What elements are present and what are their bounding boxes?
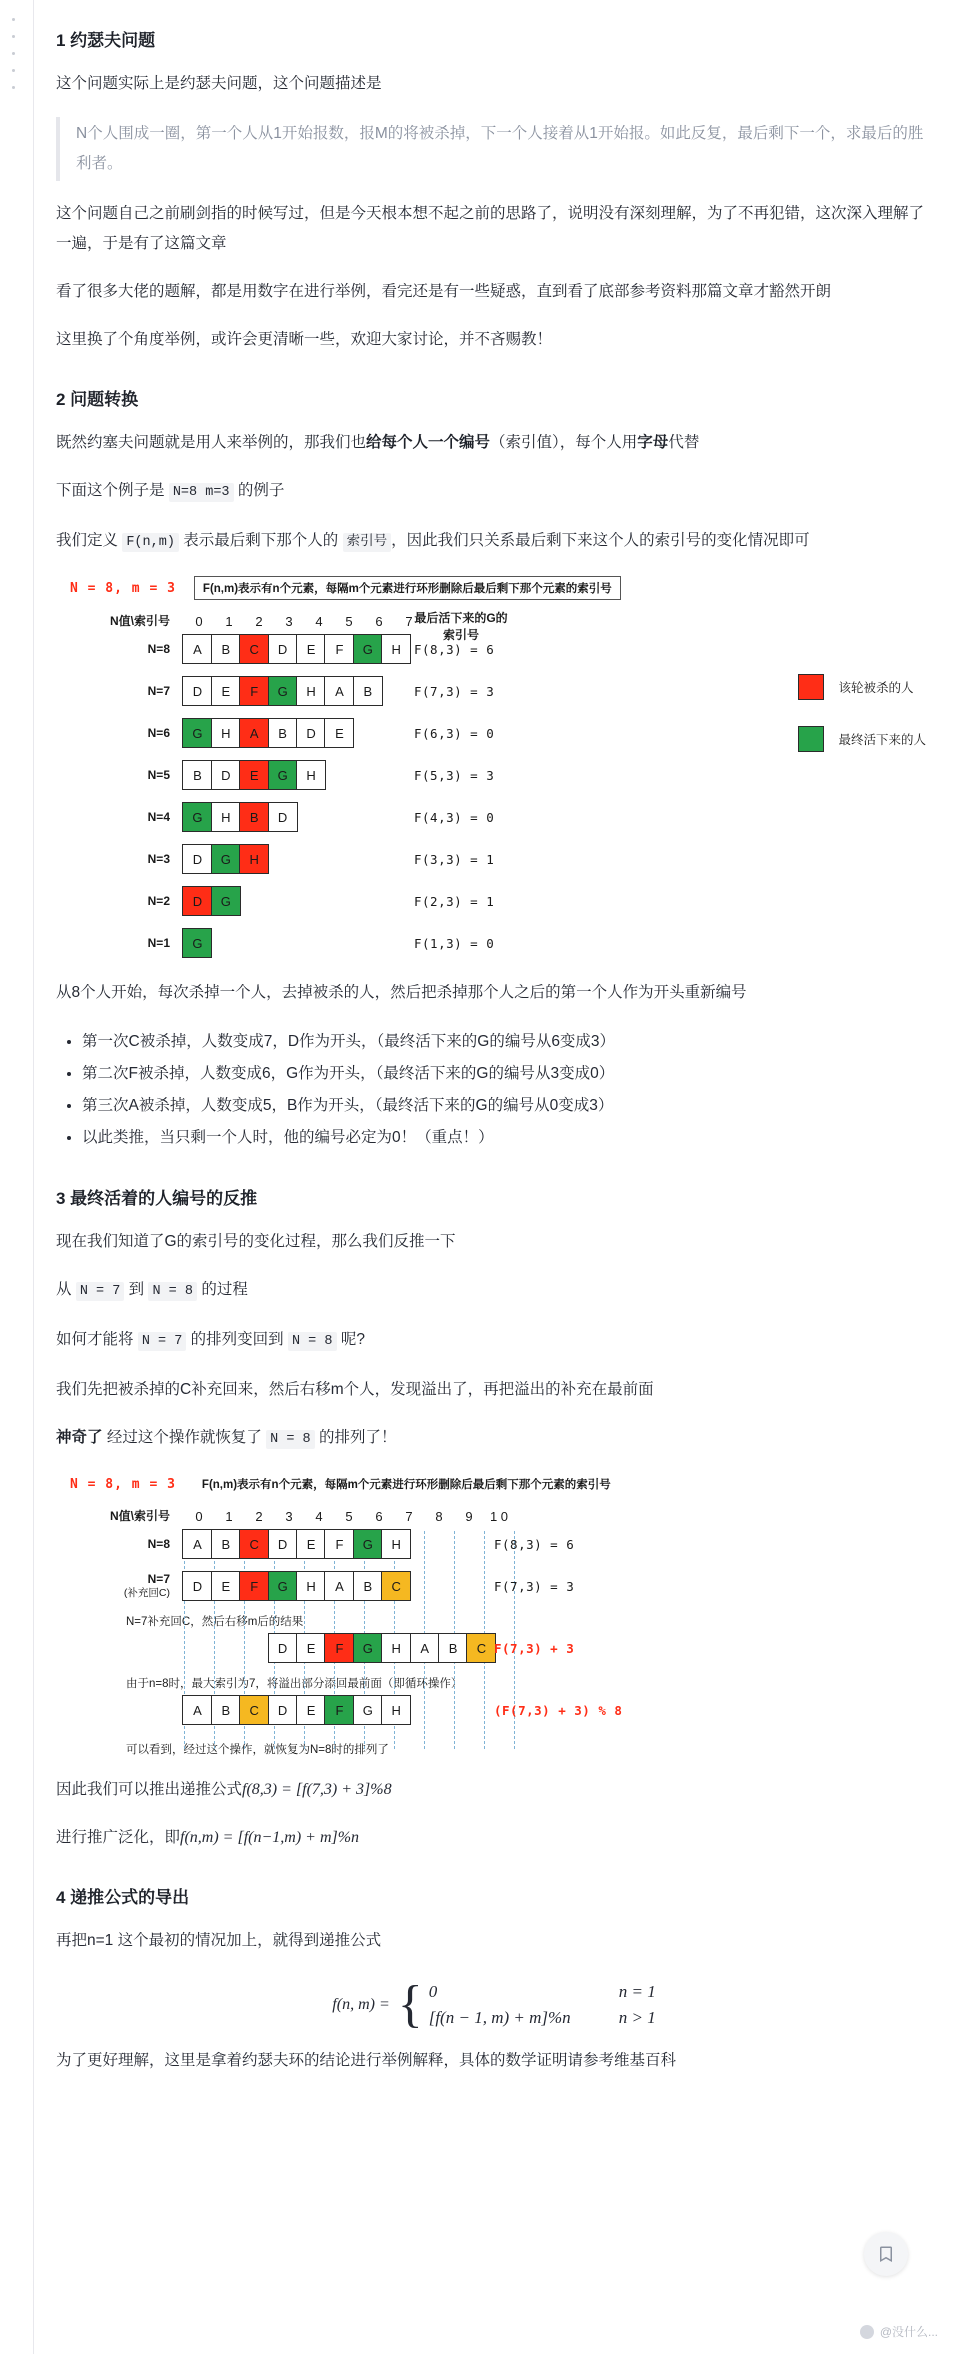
row-label: N=8: [147, 642, 170, 656]
letter-cell: H: [211, 802, 241, 832]
row-result: F(3,3) = 1: [414, 851, 495, 867]
figure2-index-row: [56, 1505, 932, 1527]
letter-cell: H: [381, 1529, 411, 1559]
figure2-axis-label: N值\索引号: [109, 1509, 170, 1523]
figure2-nm-label: N = 8, m = 3: [70, 1476, 176, 1492]
paragraph-5: [56, 428, 932, 458]
index-label: 1: [225, 613, 233, 629]
row-sublabel: (补充回C): [123, 1587, 170, 1599]
p7-part-c: ，因此我们只关系最后剩下来这个人的索引号的变化情况即可: [391, 532, 810, 549]
letter-cell: A: [324, 676, 354, 706]
legend-swatch-green: [798, 726, 824, 752]
p6-part-b: 的例子: [237, 482, 285, 499]
letter-cell: D: [182, 886, 212, 916]
index-label: 5: [345, 613, 353, 629]
letter-cell: E: [324, 718, 354, 748]
letter-cell: B: [182, 760, 212, 790]
letter-cell: E: [296, 1529, 326, 1559]
row-cells: [184, 1529, 411, 1559]
list-item: • 第一次C被杀掉，人数变成7，D作为开头，（最终活下来的G的编号从6变成3）: [82, 1026, 932, 1058]
section-heading-3: 3 最终活着的人编号的反推: [56, 1189, 258, 1208]
letter-cell: A: [182, 1529, 212, 1559]
letter-cell: E: [296, 1695, 326, 1725]
p13-part-b: 经过这个操作就恢复了: [106, 1429, 262, 1446]
p10-part-a: 从: [56, 1281, 72, 1298]
recurrence-formula: [56, 1976, 932, 2033]
letter-cell: C: [466, 1633, 496, 1663]
legend-item-survivor: [798, 726, 926, 752]
row-result: F(7,3) = 3: [494, 1578, 575, 1594]
p10-part-c: 的过程: [201, 1281, 248, 1298]
row-result: F(7,3) = 3: [414, 683, 495, 699]
letter-cell: G: [182, 928, 212, 958]
paragraph-11: [56, 1325, 932, 1357]
row-cells: [184, 634, 411, 664]
letter-cell: F: [239, 676, 269, 706]
problem-quote: N个人围成一圈，第一个人从1开始报数，报M的将被杀掉，下一个人接着从1开始报。如此反复，最后剩下一个，求最后的胜利者。: [56, 117, 932, 181]
letter-cell: D: [268, 1529, 298, 1559]
row-result: (F(7,3) + 3) % 8: [494, 1702, 623, 1718]
letter-cell: C: [239, 1529, 269, 1559]
row-cells: [184, 802, 298, 832]
figure1-rhs-header: 最后活下来的G的 索引号: [414, 611, 508, 642]
row-cells: [184, 1633, 496, 1663]
section-heading-1: 1 约瑟夫问题: [56, 31, 156, 50]
spacer-cell: [182, 1633, 212, 1663]
formula-case1-right: n = 1: [618, 1982, 656, 2001]
letter-cell: A: [410, 1633, 440, 1663]
legend-label-killed: 该轮被杀的人: [838, 681, 914, 695]
list-item: • 第三次A被杀掉，人数变成5，B作为开头，（最终活下来的G的编号从0变成3）: [82, 1090, 932, 1122]
p5-part-e: 代替: [668, 434, 700, 451]
bookmark-fab-button[interactable]: [864, 2232, 908, 2276]
left-rail: [0, 0, 34, 2354]
table-row: [56, 632, 932, 666]
index-label: 7: [405, 1508, 413, 1524]
p13-part-c: 的排列了！: [318, 1429, 397, 1446]
p5-part-c: （索引值），每个人用: [490, 434, 638, 451]
figure2-headline: [70, 1473, 932, 1495]
index-label: 1 0: [489, 1508, 509, 1524]
letter-cell: D: [182, 676, 212, 706]
letter-cell: C: [381, 1571, 411, 1601]
row-result: F(6,3) = 0: [414, 725, 495, 741]
row-cells: [184, 928, 212, 958]
figure2-rows: [56, 1527, 932, 1727]
letter-cell: G: [353, 1695, 383, 1725]
letter-cell: D: [268, 634, 298, 664]
letter-cell: D: [211, 760, 241, 790]
letter-cell: H: [239, 844, 269, 874]
p11-part-a: 如何才能将: [56, 1331, 134, 1348]
paragraph-4: 这里换了个角度举例，或许会更清晰一些，欢迎大家讨论，并不吝赐教！: [56, 331, 553, 348]
letter-cell: B: [268, 718, 298, 748]
letter-cell: E: [239, 760, 269, 790]
legend-swatch-red: [798, 674, 824, 700]
row-result: F(2,3) = 1: [414, 893, 495, 909]
letter-cell: G: [353, 634, 383, 664]
letter-cell: B: [211, 634, 241, 664]
paragraph-3: 看了很多大佬的题解，都是用数字在进行举例，看完还是有一些疑惑，直到看了底部参考资料那篇文章才豁然开朗: [56, 283, 832, 300]
row-label: N=6: [147, 726, 170, 740]
p15-part-a: 进行推广泛化，即: [56, 1829, 181, 1846]
index-label: 0: [195, 1508, 203, 1524]
letter-cell: A: [239, 718, 269, 748]
paragraph-7: [56, 526, 932, 558]
table-row: [56, 926, 932, 960]
table-row: [56, 800, 932, 834]
table-row: [56, 1527, 932, 1561]
p7-part-a: 我们定义: [56, 532, 119, 549]
p6-part-a: 下面这个例子是: [56, 482, 165, 499]
letter-cell: A: [324, 1571, 354, 1601]
bullet-list: [56, 1026, 932, 1154]
letter-cell: C: [239, 634, 269, 664]
formula-brace: {: [397, 1976, 423, 2033]
letter-cell: A: [182, 1695, 212, 1725]
letter-cell: D: [268, 1695, 298, 1725]
letter-cell: H: [381, 1695, 411, 1725]
paragraph-14: [56, 1775, 932, 1805]
formula-case2-left: [f(n − 1, m) + m]%n: [428, 2008, 571, 2027]
row-label: N=4: [147, 810, 170, 824]
index-label: 3: [285, 1508, 293, 1524]
index-label: 0: [195, 613, 203, 629]
letter-cell: H: [381, 1633, 411, 1663]
letter-cell: H: [296, 760, 326, 790]
p13-bold: 神奇了: [56, 1429, 103, 1446]
letter-cell: B: [239, 802, 269, 832]
letter-cell: G: [211, 844, 241, 874]
section-heading-4: 4 递推公式的导出: [56, 1888, 190, 1907]
letter-cell: A: [182, 634, 212, 664]
spacer-cell: [211, 1633, 241, 1663]
letter-cell: D: [182, 844, 212, 874]
letter-cell: F: [324, 1695, 354, 1725]
p11-part-c: 呢?: [340, 1331, 365, 1348]
row-result: F(1,3) = 0: [414, 935, 495, 951]
row-result: F(4,3) = 0: [414, 809, 495, 825]
letter-cell: G: [182, 718, 212, 748]
letter-cell: F: [324, 1633, 354, 1663]
row-cells: [184, 1571, 411, 1601]
row-note: 由于n=8时，最大索引为7，将溢出部分添回最前面（即循环操作）: [126, 1678, 463, 1690]
table-row: [56, 1631, 932, 1665]
letter-cell: G: [268, 676, 298, 706]
row-cells: [184, 760, 326, 790]
figure2-definition: F(n,m)表示有n个元素，每隔m个元素进行环形删除后最后剩下那个元素的索引号: [201, 1479, 611, 1491]
spacer-cell: [239, 1633, 269, 1663]
row-label: N=1: [147, 936, 170, 950]
figure1-definition: F(n,m)表示有n个元素，每隔m个元素进行环形删除后最后剩下那个元素的索引号: [194, 576, 621, 600]
row-label: N=5: [147, 768, 170, 782]
letter-cell: H: [296, 1571, 326, 1601]
article-content: [34, 0, 954, 2076]
code-n8-c: N = 8: [266, 1430, 315, 1449]
paragraph-6: [56, 476, 932, 508]
paragraph-13: [56, 1423, 932, 1455]
bookmark-icon: [877, 2245, 895, 2263]
figure-shift-explain: [56, 1473, 932, 1757]
legend-label-survivor: 最终活下来的人: [838, 733, 926, 747]
letter-cell: H: [381, 634, 411, 664]
row-cells: [184, 844, 269, 874]
row-cells: [184, 886, 241, 916]
row-result: F(7,3) + 3: [494, 1640, 575, 1656]
letter-cell: B: [353, 676, 383, 706]
letter-cell: D: [296, 718, 326, 748]
letter-cell: G: [182, 802, 212, 832]
index-label: 1: [225, 1508, 233, 1524]
p7-part-b: 表示最后剩下那个人的: [183, 532, 339, 549]
figure1-headline: [70, 576, 932, 600]
row-label: N=3: [147, 852, 170, 866]
letter-cell: B: [211, 1529, 241, 1559]
list-item: • 第二次F被杀掉，人数变成6，G作为开头，（最终活下来的G的编号从3变成0）: [82, 1058, 932, 1090]
code-index: 索引号: [343, 533, 392, 552]
row-cells: [184, 676, 383, 706]
letter-cell: G: [268, 760, 298, 790]
letter-cell: F: [324, 1529, 354, 1559]
figure-sequence-table: [56, 576, 932, 960]
row-cells: [184, 718, 354, 748]
paragraph-16: 再把n=1 这个最初的情况加上，就得到递推公式: [56, 1932, 382, 1949]
paragraph-17: 为了更好理解，这里是拿着约瑟夫环的结论进行举例解释，具体的数学证明请参考维基百科: [56, 2052, 677, 2069]
index-label: 3: [285, 613, 293, 629]
paragraph-15: [56, 1823, 932, 1853]
figure1-legend: [798, 674, 926, 778]
rail-dots: [12, 18, 16, 103]
letter-cell: B: [438, 1633, 468, 1663]
p14-part-a: 因此我们可以推出递推公式: [56, 1781, 243, 1798]
p5-part-a: 既然约塞夫问题就是用人来举例的，那我们也: [56, 434, 367, 451]
letter-cell: D: [182, 1571, 212, 1601]
letter-cell: C: [239, 1695, 269, 1725]
watermark-text: @没什么...: [879, 2325, 938, 2339]
code-n7-b: N = 7: [138, 1332, 187, 1351]
figure1-nm-label: N = 8, m = 3: [70, 580, 176, 596]
formula-name: f(n, m) =: [332, 1996, 390, 2013]
code-n7-a: N = 7: [76, 1282, 125, 1301]
row-label: N=7: [147, 684, 170, 698]
index-label: 5: [345, 1508, 353, 1524]
row-label: N=8: [147, 1537, 170, 1551]
index-label: 2: [255, 613, 263, 629]
code-n8-a: N = 8: [148, 1282, 197, 1301]
p5-bold-1: 给每个人一个编号: [366, 434, 491, 451]
letter-cell: G: [353, 1633, 383, 1663]
figure1-axis-label: N值\索引号: [109, 614, 170, 628]
letter-cell: D: [268, 802, 298, 832]
code-n8-b: N = 8: [288, 1332, 337, 1351]
p11-part-b: 的排列变回到: [190, 1331, 284, 1348]
table-row: [56, 884, 932, 918]
index-label: 7: [405, 613, 413, 629]
figure1-grid: [56, 610, 932, 960]
code-fnm: F(n,m): [122, 533, 179, 552]
letter-cell: E: [211, 1571, 241, 1601]
formula-cases: [429, 1982, 656, 2028]
watermark: [860, 2323, 938, 2340]
row-label: N=7 (补充回C): [56, 1572, 184, 1600]
letter-cell: H: [211, 718, 241, 748]
row-result: F(8,3) = 6: [414, 641, 495, 657]
formula-case-2: [429, 2008, 656, 2028]
letter-cell: F: [324, 634, 354, 664]
section-heading-2: 2 问题转换: [56, 390, 139, 409]
row-label: N=2: [147, 894, 170, 908]
avatar: [860, 2325, 874, 2339]
index-label: 8: [435, 1508, 443, 1524]
index-label: 4: [315, 1508, 323, 1524]
figure2-grid: [56, 1505, 932, 1757]
letter-cell: G: [211, 886, 241, 916]
letter-cell: B: [353, 1571, 383, 1601]
index-label: 2: [255, 1508, 263, 1524]
letter-cell: E: [296, 1633, 326, 1663]
p10-part-b: 到: [128, 1281, 145, 1298]
row-result: F(5,3) = 3: [414, 767, 495, 783]
letter-cell: D: [268, 1633, 298, 1663]
letter-cell: G: [268, 1571, 298, 1601]
paragraph-2: 这个问题自己之前刷剑指的时候写过，但是今天根本想不起之前的思路了，说明没有深刻理解，为了不再犯错，这次深入理解了一遍，于是有了这篇文章: [56, 205, 925, 252]
paragraph-9: 现在我们知道了G的索引号的变化过程，那么我们反推一下: [56, 1233, 456, 1250]
legend-item-killed: [798, 674, 926, 700]
index-label: 6: [375, 1508, 383, 1524]
table-row: [56, 1693, 932, 1727]
letter-cell: E: [296, 634, 326, 664]
figure2-index-cells: [184, 1509, 514, 1524]
row-result: F(8,3) = 6: [494, 1536, 575, 1552]
list-item: • 以此类推，当只剩一个人时，他的编号必定为0！（重点！）: [82, 1122, 932, 1154]
formula-case-1: [429, 1982, 656, 2002]
p14-math: f(8,3) = [f(7,3) + 3]%8: [242, 1781, 392, 1798]
code-n8-m3: N=8 m=3: [169, 483, 234, 502]
letter-cell: F: [239, 1571, 269, 1601]
p15-math: f(n,m) = [f(n−1,m) + m]%n: [180, 1829, 360, 1846]
formula-case1-left: 0: [428, 1982, 438, 2001]
formula-case2-right: n > 1: [618, 2008, 656, 2027]
index-label: 9: [465, 1508, 473, 1524]
row-note: N=7补充回C，然后右移m后的结果: [126, 1616, 304, 1628]
p5-bold-2: 字母: [637, 434, 669, 451]
paragraph-8: 从8个人开始，每次杀掉一个人，去掉被杀的人，然后把杀掉那个人之后的第一个人作为开头重新编号: [56, 984, 747, 1001]
table-row: [56, 1569, 932, 1603]
paragraph-12: 我们先把被杀掉的C补充回来，然后右移m个人，发现溢出了，再把溢出的补充在最前面: [56, 1381, 654, 1398]
index-label: 6: [375, 613, 383, 629]
letter-cell: E: [211, 676, 241, 706]
paragraph-1: 这个问题实际上是约瑟夫问题，这个问题描述是: [56, 75, 382, 92]
index-label: 4: [315, 613, 323, 629]
row-cells: [184, 1695, 411, 1725]
table-row: [56, 842, 932, 876]
figure2-footer: 可以看到，经过这个操作，就恢复为N=8时的排列了: [126, 1744, 389, 1756]
paragraph-10: [56, 1275, 932, 1307]
letter-cell: H: [296, 676, 326, 706]
letter-cell: B: [211, 1695, 241, 1725]
letter-cell: G: [353, 1529, 383, 1559]
